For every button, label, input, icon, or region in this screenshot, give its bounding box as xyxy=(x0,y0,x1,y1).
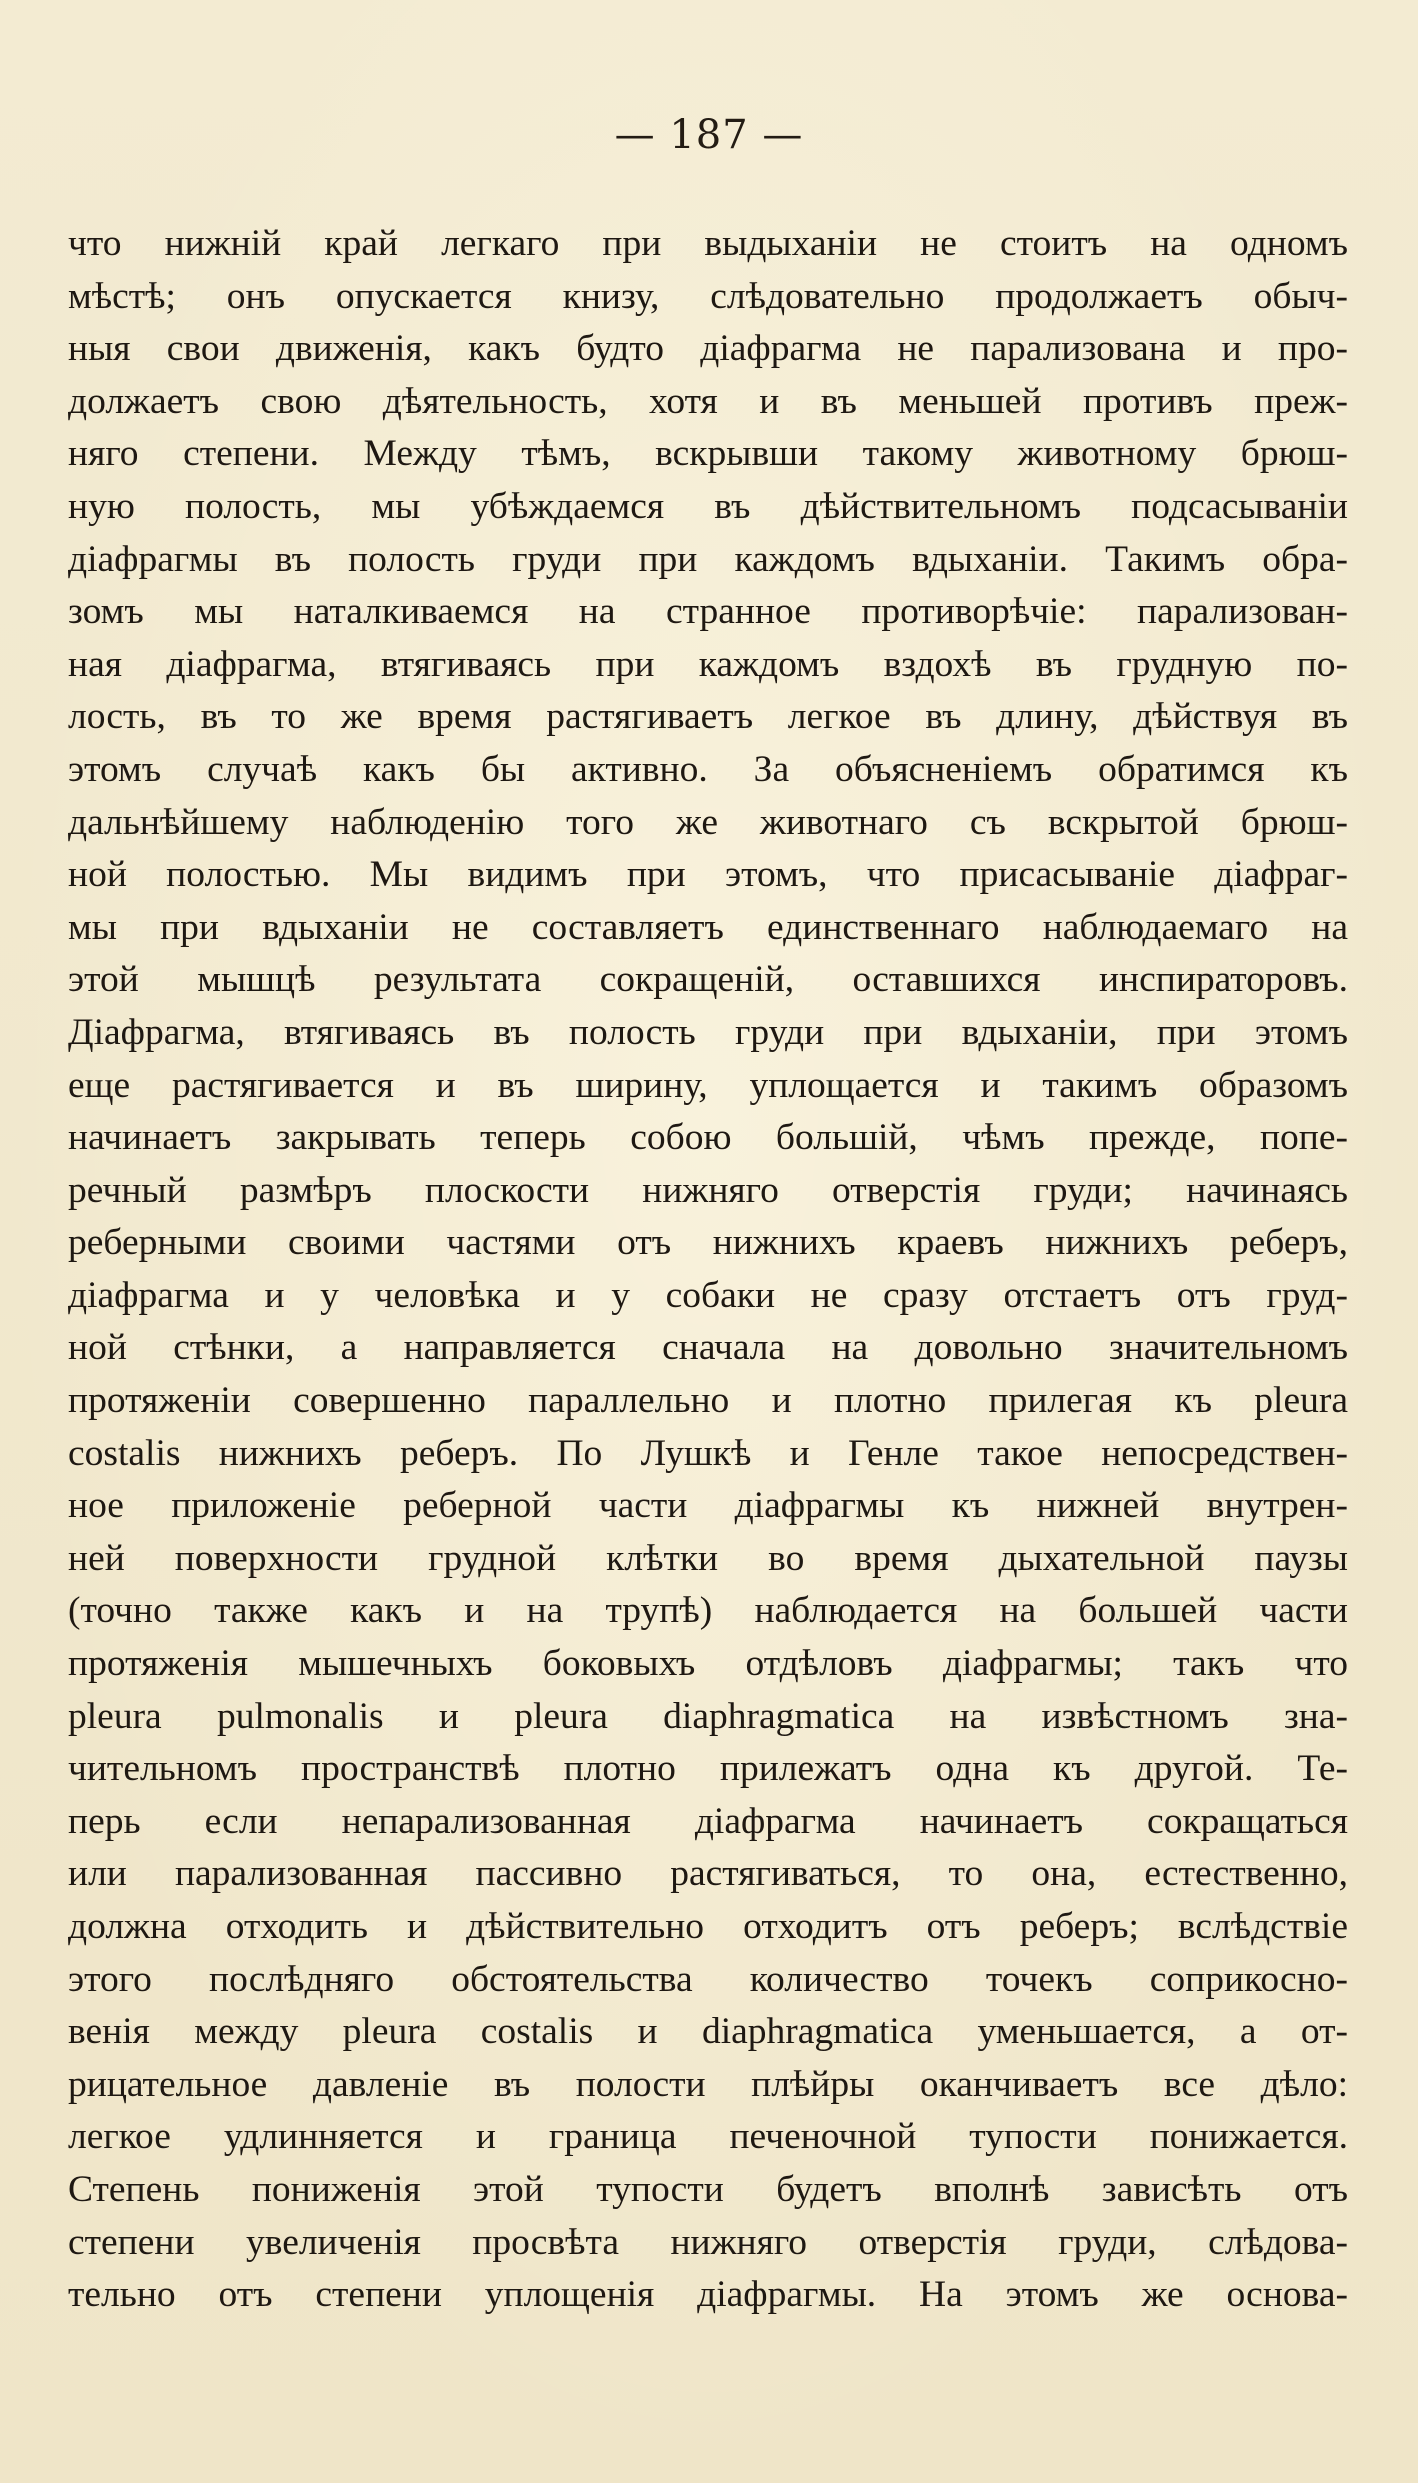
text-line: ныя свои движенія, какъ будто діафрагма не парализована и про- xyxy=(68,328,1348,370)
text-line: Діафрагма, втягиваясь въ полость груди при вдыханіи, при этомъ xyxy=(68,1011,1348,1053)
text-line: степени увеличенія просвѣта нижняго отверстія груди, слѣдова- xyxy=(68,2221,1348,2263)
text-line: венія между pleura costalis и diaphragmatica уменьшается, а от- xyxy=(68,2011,1348,2053)
text-line: этомъ случаѣ какъ бы активно. За объясненіемъ обратимся къ xyxy=(68,748,1348,790)
text-line: должна отходить и дѣйствительно отходитъ отъ реберъ; вслѣдствіе xyxy=(68,1906,1348,1947)
text-line: ное приложеніе реберной части діафрагмы къ нижней внутрен- xyxy=(68,1485,1348,1527)
text-line: перь если непарализованная діафрагма начинаетъ сокращаться xyxy=(68,1800,1348,1842)
text-line: еще растягивается и въ ширину, уплощается и такимъ образомъ xyxy=(68,1064,1348,1106)
page-number: — 187 — xyxy=(614,112,804,158)
text-line: реберными своими частями отъ нижнихъ краевъ нижнихъ реберъ, xyxy=(68,1222,1348,1264)
text-line: легкое удлинняется и граница печеночной тупости понижается. xyxy=(68,2116,1348,2158)
text-line: мѣстѣ; онъ опускается книзу, слѣдовательно продолжаетъ обыч- xyxy=(68,275,1348,317)
text-line: начинаетъ закрывать теперь собою большій, чѣмъ прежде, попе- xyxy=(68,1117,1348,1159)
text-line: costalis нижнихъ реберъ. По Лушкѣ и Генле такое непосредствен- xyxy=(68,1432,1348,1474)
text-line: Степень пониженія этой тупости будетъ вполнѣ зависѣть отъ xyxy=(68,2168,1348,2210)
body-text xyxy=(68,218,1348,2322)
text-line: зомъ мы наталкиваемся на странное противорѣчіе: парализован- xyxy=(68,591,1348,633)
text-line: или парализованная пассивно растягиваться, то она, естественно, xyxy=(68,1853,1348,1895)
text-line: (точно также какъ и на трупѣ) наблюдается на большей части xyxy=(68,1590,1348,1632)
text-line: что нижній край легкаго при выдыханіи не стоитъ на одномъ xyxy=(68,223,1348,264)
text-line: ней поверхности грудной клѣтки во время дыхательной паузы xyxy=(68,1537,1348,1579)
text-line: няго степени. Между тѣмъ, вскрывши такому животному брюш- xyxy=(68,433,1348,475)
text-line: чительномъ пространствѣ плотно прилежатъ одна къ другой. Те- xyxy=(68,1748,1348,1790)
text-line: діафрагмы въ полость груди при каждомъ вдыханіи. Такимъ обра- xyxy=(68,538,1348,580)
text-line: ная діафрагма, втягиваясь при каждомъ вздохѣ въ грудную по- xyxy=(68,643,1348,685)
text-line: речный размѣръ плоскости нижняго отверстія груди; начинаясь xyxy=(68,1169,1348,1211)
text-line: этой мышцѣ результата сокращеній, оставшихся инспираторовъ. xyxy=(68,959,1348,1001)
text-line: тельно отъ степени уплощенія діафрагмы. На этомъ же основа- xyxy=(68,2274,1348,2316)
text-line: протяженія мышечныхъ боковыхъ отдѣловъ діафрагмы; такъ что xyxy=(68,1643,1348,1685)
text-line: должаетъ свою дѣятельность, хотя и въ меньшей противъ преж- xyxy=(68,380,1348,422)
text-line: этого послѣдняго обстоятельства количество точекъ соприкосно- xyxy=(68,1958,1348,2000)
text-line: протяженіи совершенно параллельно и плотно прилегая къ pleura xyxy=(68,1380,1348,1422)
text-line: лость, въ то же время растягиваетъ легкое въ длину, дѣйствуя въ xyxy=(68,696,1348,738)
text-line: дальнѣйшему наблюденію того же животнаго съ вскрытой брюш- xyxy=(68,801,1348,843)
text-line: ной полостью. Мы видимъ при этомъ, что присасываніе діафраг- xyxy=(68,854,1348,896)
text-line: ную полость, мы убѣждаемся въ дѣйствительномъ подсасываніи xyxy=(68,485,1348,527)
text-line: pleura pulmonalis и pleura diaphragmatica на извѣстномъ зна- xyxy=(68,1695,1348,1737)
text-line: мы при вдыханіи не составляетъ единственнаго наблюдаемаго на xyxy=(68,906,1348,948)
text-line: діафрагма и у человѣка и у собаки не сразу отстаетъ отъ груд- xyxy=(68,1274,1348,1316)
text-line: рицательное давленіе въ полости плѣйры оканчиваетъ все дѣло: xyxy=(68,2063,1348,2105)
text-line: ной стѣнки, а направляется сначала на довольно значительномъ xyxy=(68,1327,1348,1369)
